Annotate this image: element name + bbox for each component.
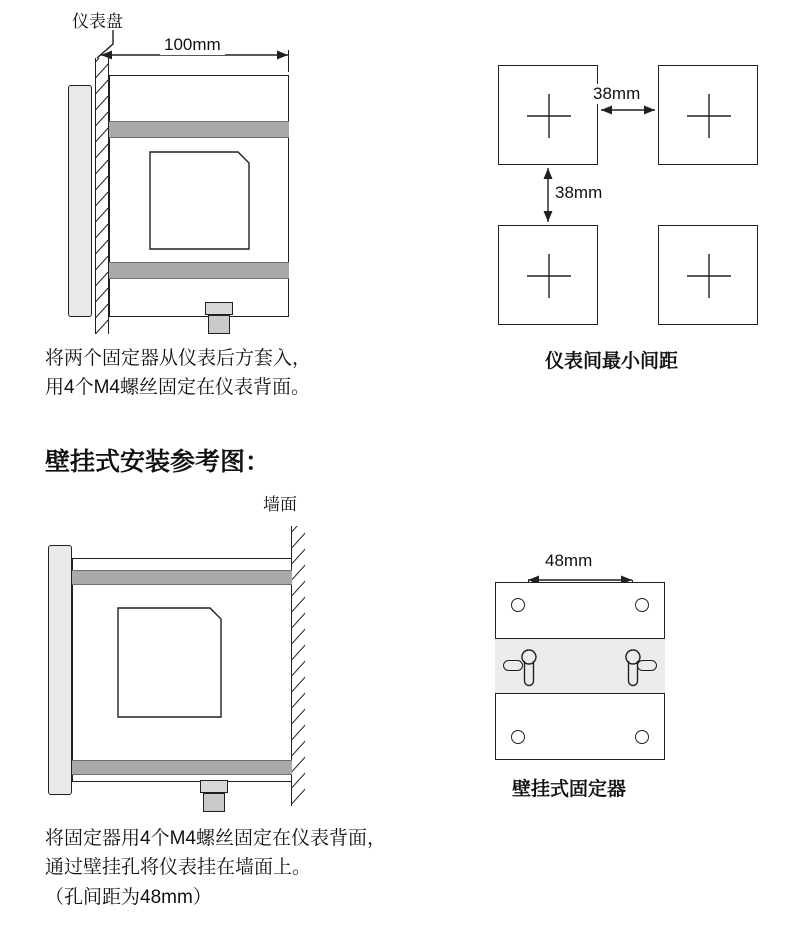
- panel-mount-caption-line2: 用4个M4螺丝固定在仪表背面。: [45, 377, 310, 399]
- bottom-fixing-bracket: [109, 262, 289, 279]
- instrument-square-bottom-right: [658, 225, 758, 325]
- wall-mount-section-title: 壁挂式安装参考图：: [45, 448, 271, 476]
- bracket-screw-hole-bottom-right: [635, 730, 649, 744]
- wall-mount-caption-line2: 通过壁挂孔将仪表挂在墙面上。: [45, 857, 312, 879]
- bracket-slot-right: [637, 660, 657, 671]
- panel-mount-figure: [0, 0, 400, 400]
- wall-mount-caption-line1: 将固定器用4个M4螺丝固定在仪表背面，: [45, 828, 386, 849]
- horizontal-spacing-text: 38mm: [590, 84, 643, 104]
- wall-mount-figure: [0, 490, 400, 930]
- spacing-caption: 仪表间最小间距: [545, 351, 679, 372]
- wall-label: 墙面: [263, 495, 297, 514]
- bracket-screw-hole-top-left: [511, 598, 525, 612]
- bracket-caption: 壁挂式固定器: [512, 779, 627, 800]
- instrument-square-top-left: [498, 65, 598, 165]
- panel-label: 仪表盘: [72, 12, 123, 31]
- wall-rear-module-housing: [118, 608, 222, 718]
- wall-instrument-front-bezel: [48, 545, 72, 795]
- wall-cable-gland: [200, 780, 228, 812]
- bracket-screw-hole-bottom-left: [511, 730, 525, 744]
- panel-mount-caption: [45, 344, 385, 403]
- panel-wall-hatch: [95, 58, 109, 334]
- panel-mount-caption-line1: 将两个固定器从仪表后方套入，: [45, 348, 312, 369]
- instrument-square-bottom-left: [498, 225, 598, 325]
- wall-mount-caption: [45, 824, 425, 912]
- wall-bottom-bracket: [72, 760, 292, 775]
- cable-gland: [205, 302, 233, 334]
- instrument-front-bezel: [68, 85, 92, 317]
- rear-module-housing: [150, 152, 250, 250]
- top-fixing-bracket: [109, 121, 289, 138]
- bracket-slot-left: [503, 660, 523, 671]
- wall-bracket-figure: [470, 540, 770, 830]
- crosshair-icon: [687, 254, 731, 298]
- crosshair-icon: [527, 94, 571, 138]
- bracket-screw-hole-top-right: [635, 598, 649, 612]
- vertical-spacing-text: 38mm: [552, 183, 605, 203]
- crosshair-icon: [527, 254, 571, 298]
- instrument-spacing-figure: [440, 40, 780, 380]
- wall-hatch: [291, 526, 305, 806]
- wall-top-bracket: [72, 570, 292, 585]
- depth-dimension-text: 100mm: [160, 35, 225, 55]
- instrument-square-top-right: [658, 65, 758, 165]
- hole-spacing-text: 48mm: [542, 551, 595, 571]
- wall-mount-caption-line3: （孔间距为48mm）: [45, 886, 212, 908]
- depth-extension-line: [288, 50, 289, 72]
- crosshair-icon: [687, 94, 731, 138]
